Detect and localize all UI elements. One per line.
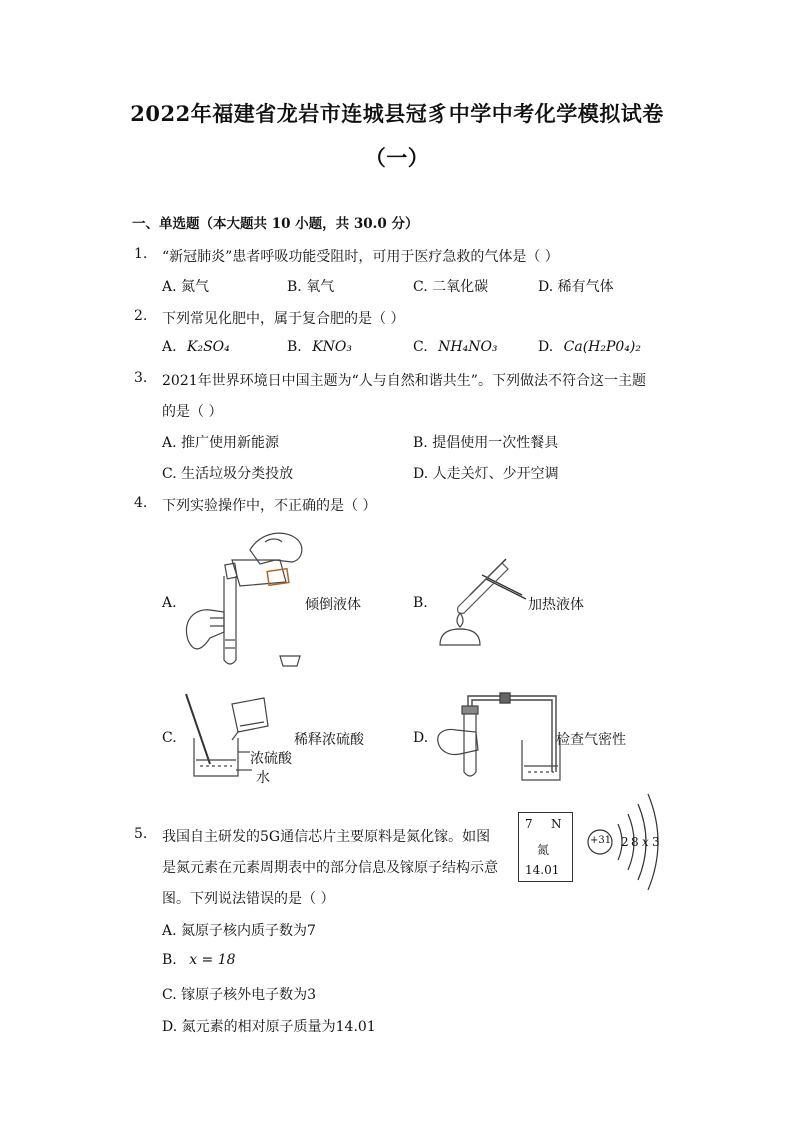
pouring-beaker-icon <box>232 698 268 740</box>
caption-dilute-acid: 稀释浓硫酸 <box>294 732 364 748</box>
hand-lower-icon <box>187 610 224 649</box>
page-subtitle: （一） <box>364 145 430 170</box>
q5-option-b[interactable] <box>162 952 236 968</box>
q1-text: “新冠肺炎”患者呼吸功能受阻时，可用于医疗急救的气体是（ ） <box>162 249 559 265</box>
caption-airtightness: 检查气密性 <box>556 732 626 748</box>
delivery-tube-icon <box>468 693 556 772</box>
q4-number: 4. <box>134 495 148 511</box>
test-tube-icon <box>224 576 236 664</box>
q2-option-c[interactable] <box>413 339 498 355</box>
q2-option-a[interactable] <box>162 339 230 355</box>
q5-option-b-letter: B. <box>162 952 177 968</box>
element-symbol: N <box>551 817 562 831</box>
q2-option-a-letter: A. <box>162 339 177 355</box>
q2-option-b-formula: KNO₃ <box>312 339 353 355</box>
shell-1-count: 2 <box>621 835 629 849</box>
water-beaker-icon <box>522 740 560 780</box>
label-water: 水 <box>256 770 270 786</box>
tilted-tube-icon <box>458 563 508 613</box>
hand-upper-icon <box>250 533 302 564</box>
q5-number: 5. <box>134 826 148 842</box>
q1-option-a[interactable]: A. 氮气 <box>162 279 210 295</box>
q3-option-c[interactable]: C. 生活垃圾分类投放 <box>162 466 294 482</box>
q2-option-d-formula: Ca(H₂P0₄)₂ <box>563 339 641 355</box>
q5-text-cont2: 图。下列说法错误的是（ ） <box>162 891 335 907</box>
q5-text: 我国自主研发的5G通信芯片主要原料是氮化镓。如图 <box>162 829 491 845</box>
q1-option-b[interactable]: B. 氧气 <box>287 279 335 295</box>
q2-option-c-formula: NH₄NO₃ <box>438 339 498 355</box>
test-tube-in-hand-icon <box>462 706 478 776</box>
q3-number: 3. <box>134 370 148 386</box>
q3-text-cont: 的是（ ） <box>162 404 223 420</box>
q4-option-a[interactable]: A. <box>162 595 177 611</box>
q5-option-b-math: x = 18 <box>189 952 236 968</box>
q2-option-c-letter: C. <box>413 339 428 355</box>
q3-option-b[interactable]: B. 提倡使用一次性餐具 <box>413 435 559 451</box>
q3-option-a[interactable]: A. 推广使用新能源 <box>162 435 280 451</box>
q1-option-d[interactable]: D. 稀有气体 <box>538 279 614 295</box>
reagent-bottle-icon <box>225 560 289 586</box>
element-name: 氮 <box>537 843 550 857</box>
q2-number: 2. <box>134 308 148 324</box>
atomic-number: 7 <box>525 817 533 831</box>
q2-option-a-formula: K₂SO₄ <box>187 339 230 355</box>
q1-number: 1. <box>134 246 148 262</box>
hand-icon <box>438 730 478 755</box>
q1-option-c[interactable]: C. 二氧化碳 <box>413 279 489 295</box>
caption-heat-liquid: 加热液体 <box>528 597 584 613</box>
pouring-liquid-figure <box>180 520 320 670</box>
q3-option-d[interactable]: D. 人走关灯、少开空调 <box>413 466 559 482</box>
q4-option-c[interactable]: C. <box>162 730 177 746</box>
q4-text: 下列实验操作中，不正确的是（ ） <box>162 498 377 514</box>
shell-2-count: 8 <box>631 835 639 849</box>
q5-option-d[interactable]: D. 氮元素的相对原子质量为14.01 <box>162 1019 376 1035</box>
label-concentrated-acid: 浓硫酸 <box>250 751 292 767</box>
airtightness-figure <box>436 692 566 784</box>
q2-option-d-letter: D. <box>538 339 554 355</box>
alcohol-lamp-icon <box>440 613 480 645</box>
q3-text: 2021年世界环境日中国主题为“人与自然和谐共生”。下列做法不符合这一主题 <box>162 373 646 389</box>
bottle-stopper-icon <box>280 656 300 666</box>
shell-3-count: x <box>642 835 649 849</box>
q2-option-b[interactable] <box>287 339 352 355</box>
heating-liquid-figure <box>430 555 530 655</box>
atomic-mass: 14.01 <box>525 863 560 877</box>
q4-option-d[interactable]: D. <box>413 730 429 746</box>
q4-option-b[interactable]: B. <box>413 595 428 611</box>
nucleus-charge: +31 <box>590 835 612 846</box>
q2-option-b-letter: B. <box>287 339 302 355</box>
shell-4-count: 3 <box>652 835 660 849</box>
q2-option-d[interactable] <box>538 339 641 355</box>
glass-rod-icon <box>186 694 210 764</box>
periodic-cell <box>518 812 573 882</box>
q5-text-cont1: 是氮元素在元素周期表中的部分信息及镓原子结构示意 <box>162 860 498 876</box>
page-title: 2022年福建省龙岩市连城县冠豸中学中考化学模拟试卷 <box>130 101 664 126</box>
section-header: 一、单选题（本大题共 10 小题，共 30.0 分） <box>132 216 419 232</box>
caption-pour-liquid: 倾倒液体 <box>305 597 361 613</box>
dilute-acid-figure <box>180 690 270 785</box>
q5-option-a[interactable]: A. 氮原子核内质子数为7 <box>162 923 316 939</box>
q5-option-c[interactable]: C. 镓原子核外电子数为3 <box>162 987 317 1003</box>
q2-text: 下列常见化肥中，属于复合肥的是（ ） <box>162 311 405 327</box>
